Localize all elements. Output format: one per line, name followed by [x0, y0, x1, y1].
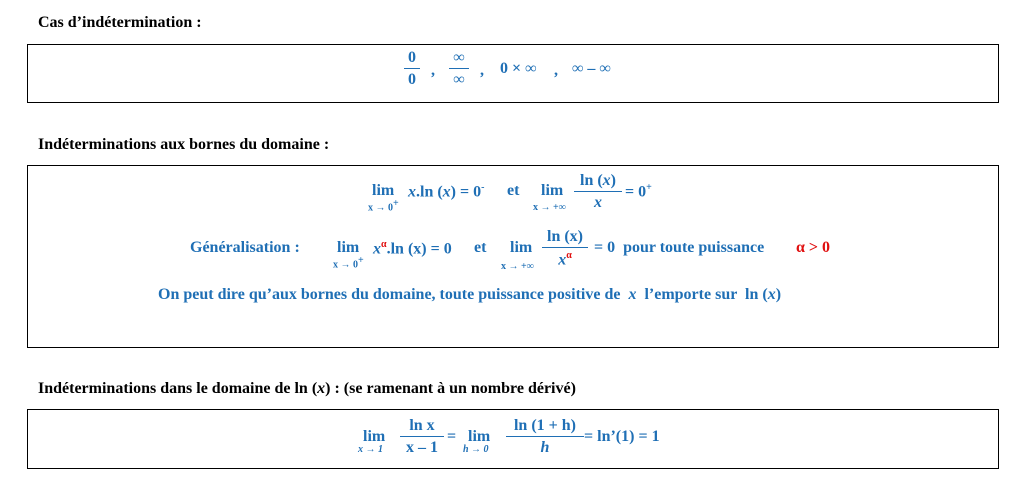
limit-subscript: h → 0 [463, 444, 489, 455]
fraction-denominator: x [594, 194, 602, 211]
generalised-limit-expression: $x^\alpha.\ln$ (x) = 0 [373, 239, 452, 258]
fraction-ln-x-over-x-alpha [542, 229, 588, 268]
limit-result: = 0+ [625, 182, 652, 201]
heading-domain-bounds: Indéterminations aux bornes du domaine : [38, 136, 330, 153]
fraction-numerator: ln (x) [542, 229, 588, 248]
separator: , [480, 62, 484, 79]
fraction-ln-x-over-x [574, 173, 622, 211]
limit-operator: lim [541, 182, 564, 199]
fraction-numerator: ln x [400, 418, 444, 437]
fraction-denominator: $x^\alpha$ [558, 250, 572, 269]
fraction-ln-1-plus-h-over-h [506, 418, 584, 456]
indetermination-cases-box [27, 44, 999, 103]
conjunction-et: et [474, 239, 487, 256]
derivative-result: = ln’(1) = 1 [584, 428, 660, 445]
form-infinity-minus-infinity: ∞ – ∞ [572, 60, 611, 77]
limit-operator: lim [363, 428, 386, 445]
fraction-denominator: x – 1 [406, 439, 438, 456]
domain-bounds-remark: On peut dire qu’aux bornes du domaine, toute puissance positive de x l’emporte sur ln (x) [158, 286, 782, 303]
limit-subscript: x → 1 [358, 444, 383, 455]
limit-expression-1: x.ln (x) = 0- [408, 182, 485, 201]
fraction-denominator: h [540, 439, 550, 456]
heading-indetermination-cases: Cas d’indétermination : [38, 14, 202, 31]
limit-operator: lim [468, 428, 491, 445]
sup-plus: + [393, 198, 399, 209]
generalisation-label: Généralisation : [190, 239, 300, 256]
conjunction-et: et [507, 182, 520, 199]
fraction-numerator: ∞ [449, 50, 469, 69]
limit-subscript: x → +∞ [533, 202, 566, 213]
fraction-numerator: ln (x) [574, 173, 622, 192]
limit-operator: lim [337, 239, 360, 256]
domain-bounds-box [27, 165, 999, 348]
form-zero-times-infinity: 0 × ∞ [500, 60, 537, 77]
limit-operator: lim [510, 239, 533, 256]
fraction-denominator: 0 [408, 71, 416, 88]
sup-plus: + [358, 255, 364, 266]
fraction-zero-over-zero [404, 50, 420, 88]
separator: , [431, 62, 435, 79]
alpha-condition: α > 0 [796, 239, 831, 256]
domain-interior-box [27, 409, 999, 469]
limit-subscript: x → 0+ [368, 198, 399, 214]
generalised-limit-result: = 0 pour toute puissance [594, 239, 765, 256]
equals-sign: = [447, 428, 457, 445]
heading-domain-interior: Indéterminations dans le domaine de ln (x) : (se ramenant à un nombre dérivé) [38, 380, 576, 397]
limit-subscript: x → 0+ [333, 255, 364, 271]
fraction-ln-x-over-x-minus-1 [400, 418, 444, 456]
fraction-denominator: ∞ [453, 71, 465, 88]
fraction-numerator: 0 [404, 50, 420, 69]
separator: , [554, 62, 558, 79]
fraction-infinity-over-infinity [449, 50, 469, 88]
fraction-numerator: ln (1 + h) [506, 418, 584, 437]
limit-operator: lim [372, 182, 395, 199]
limit-subscript: x → +∞ [501, 261, 534, 272]
